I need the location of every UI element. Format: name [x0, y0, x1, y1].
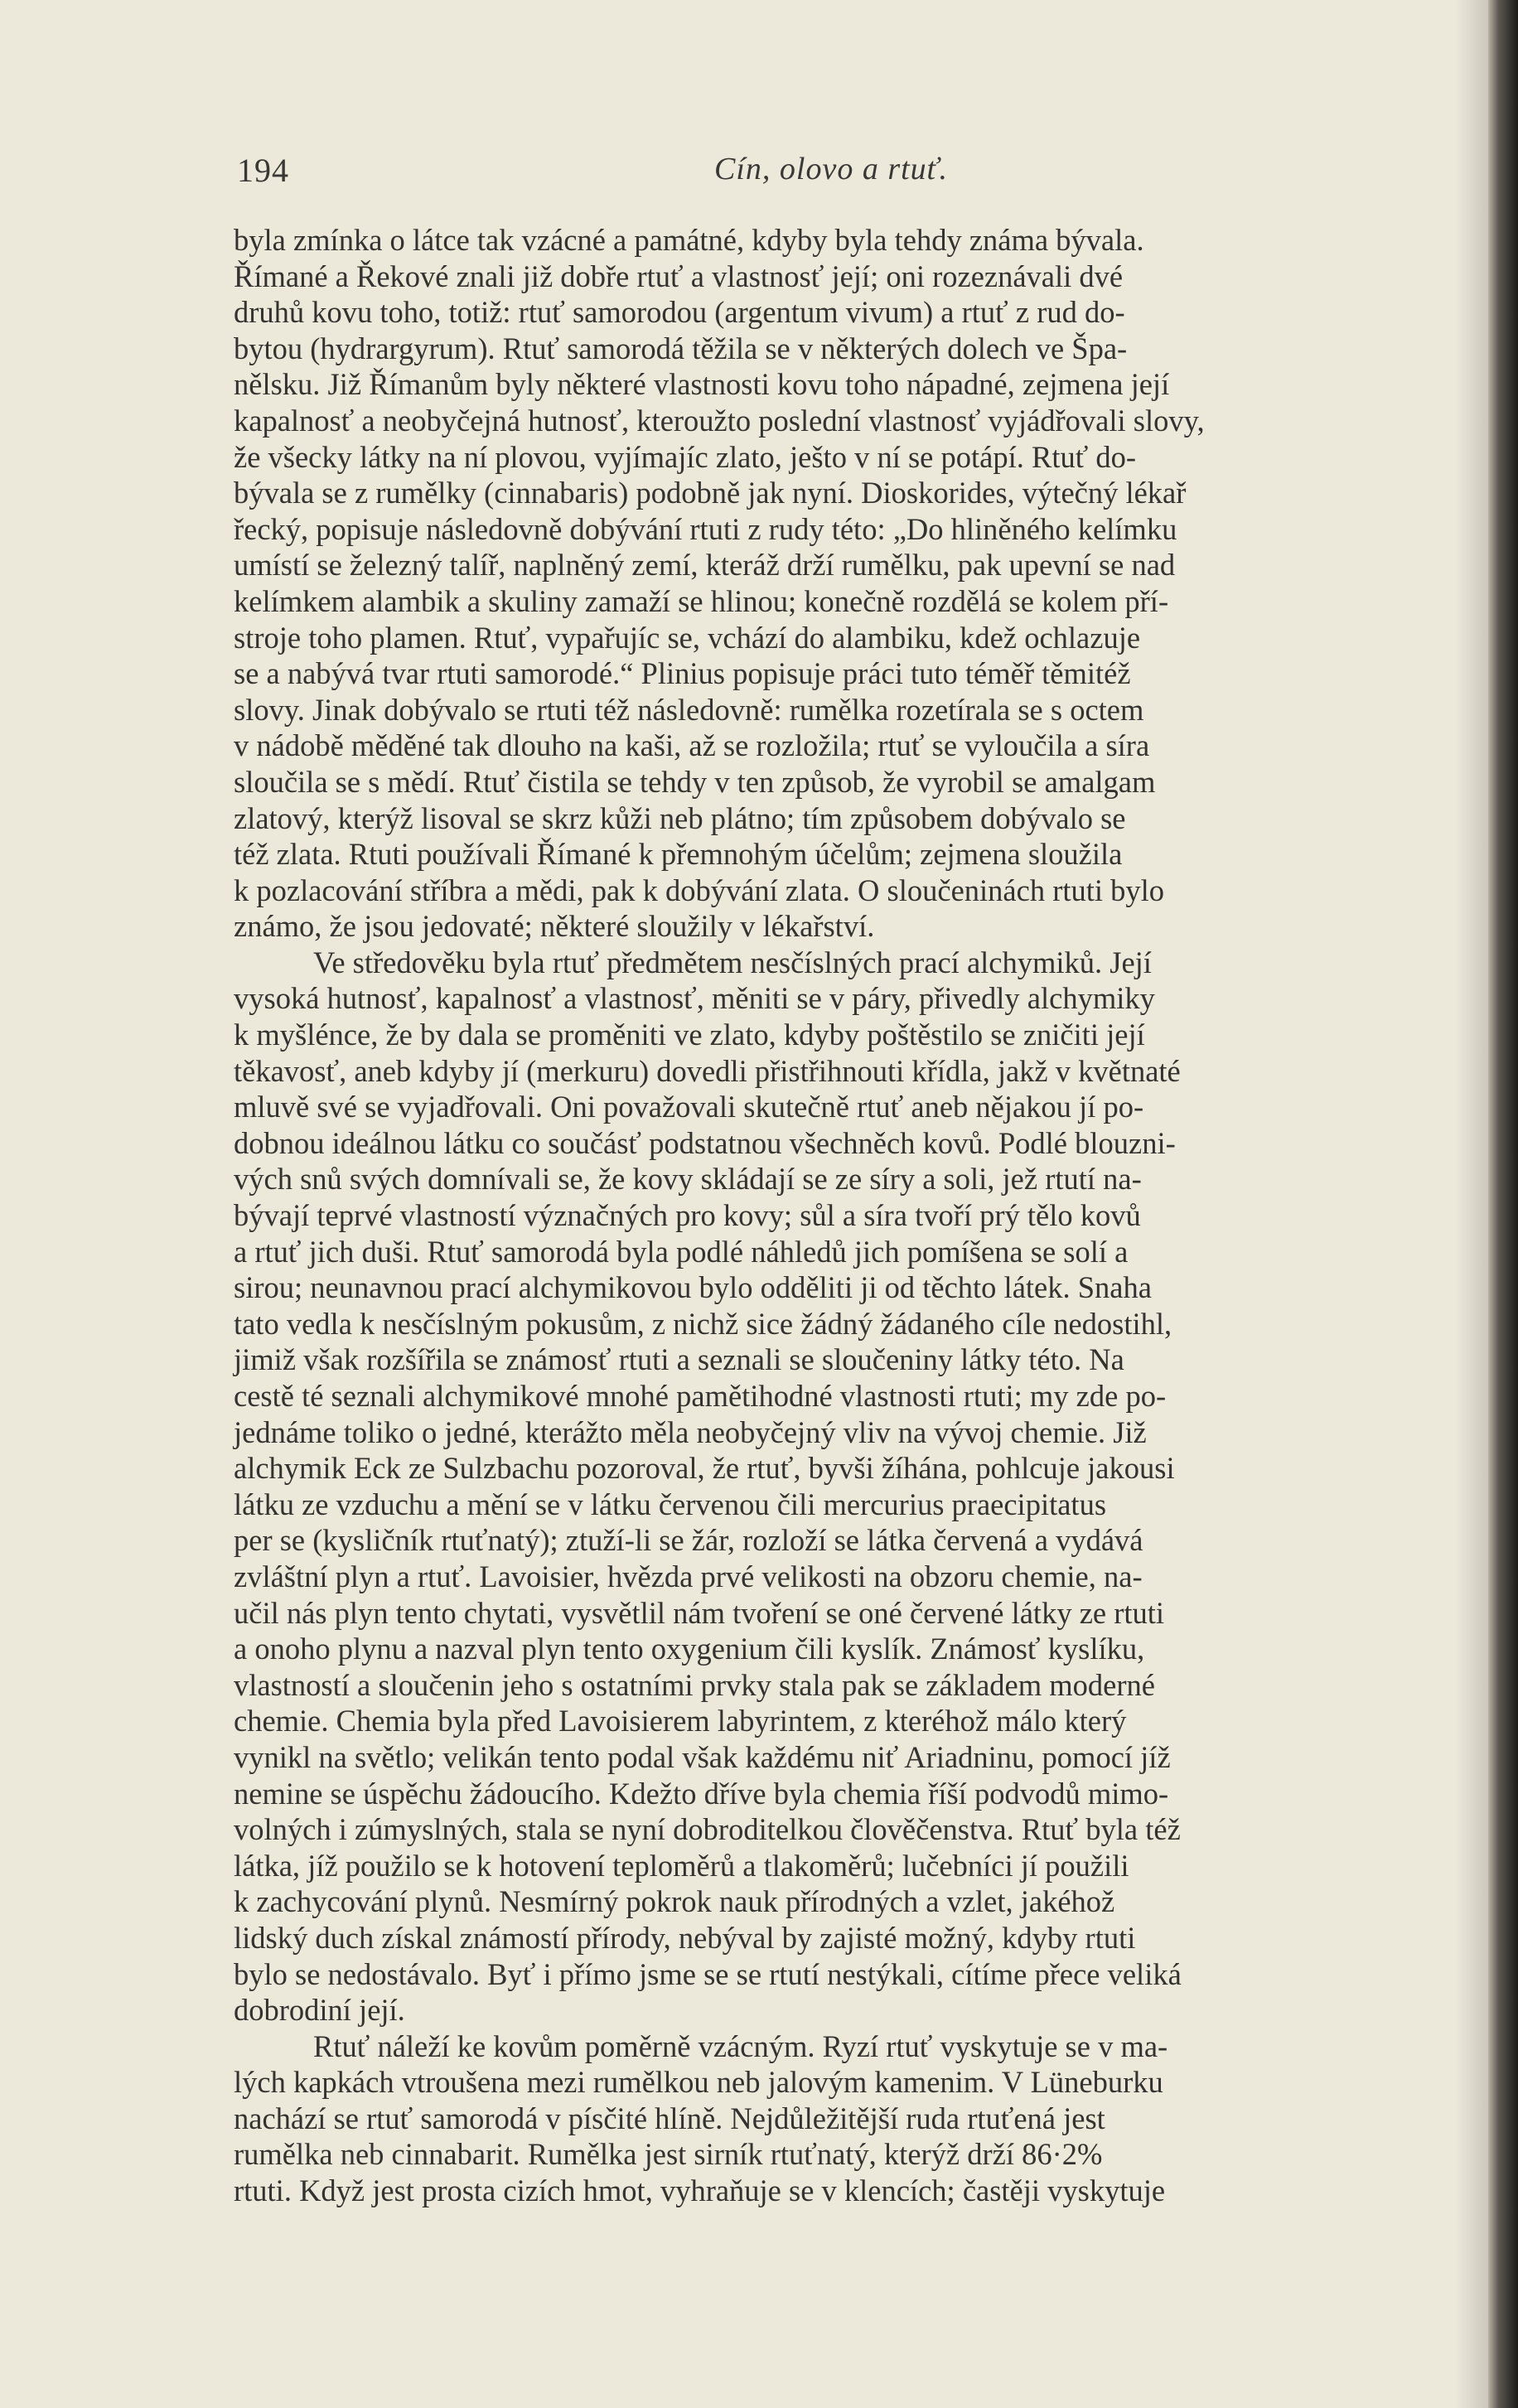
text-line-content: jimiž však rozšířila se známosť rtuti a seznali se sloučeniny látky této. Na: [234, 1342, 1124, 1377]
text-line-content: řecký, popisuje následovně dobývání rtuti z rudy této: „Do hliněného kelímku: [234, 511, 1177, 546]
text-line-content: též zlata. Rtuti používali Římané k přemnohým účelům; zejmena sloužila: [234, 837, 1123, 872]
text-line-content: nachází se rtuť samorodá v písčité hlíně. Nejdůležitější ruda rtuťená jest: [234, 2101, 1105, 2135]
text-line-content: se a nabývá tvar rtuti samorodé.“ Plinius popisuje práci tuto téměř těmitéž: [234, 656, 1131, 691]
text-line: [234, 1197, 1435, 1234]
text-line-content: mluvě své se vyjadřovali. Oni považovali skutečně rtuť aneb nějakou jí po-: [234, 1090, 1144, 1124]
text-line-content: lých kapkách vtroušena mezi rumělkou neb jalovým kamenim. V Lüneburku: [234, 2065, 1163, 2100]
text-line: [234, 2101, 1435, 2137]
text-line: [234, 836, 1435, 873]
text-line-content: chemie. Chemia byla před Lavoisierem labyrintem, z kteréhož málo který: [234, 1704, 1127, 1738]
text-line-content: zlatový, kterýž lisoval se skrz kůži neb plátno; tím způsobem dobývalo se: [234, 800, 1126, 835]
text-line: [234, 1703, 1435, 1739]
text-line-content: vynikl na světlo; velikán tento podal však každému niť Ariadninu, pomocí jíž: [234, 1739, 1171, 1774]
text-line-content: vých snů svých domnívali se, že kovy skládají se ze síry a soli, jež rtutí na-: [234, 1162, 1142, 1197]
text-line: [234, 800, 1435, 837]
text-line-content: byla zmínka o látce tak vzácné a památné, kdyby byla tehdy známa bývala.: [234, 223, 1144, 257]
text-line: [234, 294, 1435, 331]
book-spine-edge: [1488, 0, 1518, 2408]
text-line-content: Římané a Řekové znali již dobře rtuť a vlastnosť její; oni rozeznávali dvé: [234, 259, 1124, 293]
text-line: [234, 403, 1435, 439]
text-line-content: bylo se nedostávalo. Byť i přímo jsme se se rtutí nestýkali, cítíme přece veliká: [234, 1956, 1182, 1991]
text-line-content: Rtuť náleží ke kovům poměrně vzácným. Ryzí rtuť vyskytuje se v ma-: [313, 2028, 1168, 2063]
text-line: [234, 547, 1435, 583]
text-line: [234, 1378, 1435, 1414]
text-line: [234, 945, 1435, 981]
text-line: [234, 1125, 1435, 1162]
text-line: [234, 1739, 1435, 1776]
page-number: 194: [237, 152, 289, 189]
text-line: [234, 2173, 1435, 2209]
text-line-content: Ve středověku byla rtuť předmětem nesčíslných prací alchymiků. Její: [313, 945, 1152, 979]
text-line-content: volných i zúmyslných, stala se nyní dobroditelkou člověčenstva. Rtuť byla též: [234, 1812, 1181, 1847]
text-line-content: látka, jíž použilo se k hotovení teploměrů a tlakoměrů; lučebníci jí použili: [234, 1848, 1129, 1883]
text-line-content: těkavosť, aneb kdyby jí (merkuru) dovedli přistřihnouti křídla, jakž v květnaté: [234, 1053, 1181, 1088]
text-line-content: vysoká hutnosť, kapalnosť a vlastnosť, měniti se v páry, přivedly alchymiky: [234, 981, 1155, 1016]
text-line-content: bytou (hydrargyrum). Rtuť samorodá těžila se v některých dolech ve Špa-: [234, 331, 1128, 365]
text-line-content: vlastností a sloučenin jeho s ostatními prvky stala pak se základem moderné: [234, 1667, 1155, 1702]
text-line: [234, 475, 1435, 511]
text-line-content: bývají teprvé vlastností význačných pro kovy; sůl a síra tvoří prý tělo kovů: [234, 1198, 1141, 1233]
text-line-content: nělsku. Již Římanům byly některé vlastnosti kovu toho nápadné, zejmena její: [234, 367, 1170, 402]
text-line: [234, 873, 1435, 909]
text-line-content: druhů kovu toho, totiž: rtuť samorodou (argentum vivum) a rtuť z rud do-: [234, 295, 1125, 330]
text-line: [234, 1017, 1435, 1053]
text-line: [234, 222, 1435, 259]
text-line-content: známo, že jsou jedovaté; některé sloužily v lékařství.: [234, 909, 875, 944]
text-line-content: jednáme toliko o jedné, kterážto měla neobyčejný vliv na vývoj chemie. Již: [234, 1414, 1147, 1449]
text-line-content: slovy. Jinak dobývalo se rtuti též následovně: rumělka rozetírala se s octem: [234, 692, 1144, 727]
text-line-content: lidský duch získal známostí přírody, nebýval by zajisté možný, kdyby rtuti: [234, 1920, 1136, 1955]
text-line: [234, 1053, 1435, 1090]
text-line-content: tato vedla k nesčíslným pokusům, z nichž sice žádný žádaného cíle nedostihl,: [234, 1306, 1172, 1341]
text-line: [234, 1920, 1435, 1956]
text-line-content: a onoho plynu a nazval plyn tento oxygenium čili kyslík. Známosť kyslíku,: [234, 1632, 1145, 1666]
text-line: [234, 692, 1435, 728]
text-line-content: dobrodiní její.: [234, 1993, 405, 2028]
page-gutter-shadow: [1455, 0, 1488, 2408]
text-line-content: k myšlénce, že by dala se proměniti ve zlato, kdyby poštěstilo se zničiti její: [234, 1018, 1145, 1052]
text-line-content: zvláštní plyn a rtuť. Lavoisier, hvězda prvé velikosti na obzoru chemie, na-: [234, 1559, 1143, 1593]
text-line-content: sirou; neunavnou prací alchymikovou bylo odděliti ji od těchto látek. Snaha: [234, 1270, 1152, 1305]
text-line-content: dobnou ideálnou látku co součásť podstatnou všechněch kovů. Podlé blouzni-: [234, 1125, 1176, 1160]
body-text: [234, 222, 1435, 2209]
text-line-content: že všecky látky na ní plovou, vyjímajíc zlato, ješto v ní se potápí. Rtuť do-: [234, 439, 1137, 474]
text-line: [234, 1161, 1435, 1197]
text-line: [234, 1450, 1435, 1487]
text-line: [234, 1487, 1435, 1523]
text-line: [234, 1667, 1435, 1704]
page-header: [234, 151, 1435, 201]
text-line: [234, 439, 1435, 476]
text-line: [234, 583, 1435, 620]
text-line: [234, 1776, 1435, 1812]
text-line: [234, 1595, 1435, 1632]
text-line: [234, 1342, 1435, 1378]
text-line-content: stroje toho plamen. Rtuť, vypařujíc se, vchází do alambiku, kdež ochlazuje: [234, 620, 1141, 655]
text-line: [234, 1631, 1435, 1667]
text-line: [234, 1848, 1435, 1884]
text-line-content: nemine se úspěchu žádoucího. Kdežto dříve byla chemia říší podvodů mimo-: [234, 1776, 1169, 1811]
text-line: [234, 1414, 1435, 1451]
text-line-content: k pozlacování stříbra a mědi, pak k dobývání zlata. O sloučeninách rtuti bylo: [234, 873, 1165, 907]
text-line: [234, 1234, 1435, 1270]
text-line: [234, 1559, 1435, 1595]
text-line-content: látku ze vzduchu a mění se v látku červenou čili mercurius praecipitatus: [234, 1487, 1107, 1521]
text-line-content: k zachycování plynů. Nesmírný pokrok nauk přírodných a vzlet, jakéhož: [234, 1884, 1115, 1919]
text-line-content: v nádobě měděné tak dlouho na kaši, až se rozložila; rtuť se vyloučila a síra: [234, 728, 1150, 763]
text-line: [234, 764, 1435, 800]
text-line-content: umístí se železný talíř, naplněný zemí, kteráž drží rumělku, pak upevní se nad: [234, 548, 1176, 583]
text-line: [234, 1269, 1435, 1306]
text-line: [234, 908, 1435, 945]
text-line: [234, 331, 1435, 367]
text-line-content: alchymik Eck ze Sulzbachu pozoroval, že rtuť, byvši žíhána, pohlcuje jakousi: [234, 1451, 1175, 1486]
text-line: [234, 366, 1435, 403]
text-line: [234, 728, 1435, 764]
text-line: [234, 1089, 1435, 1125]
text-line: [234, 2064, 1435, 2101]
text-line: [234, 511, 1435, 548]
text-line: [234, 2028, 1435, 2065]
text-line: [234, 620, 1435, 656]
text-line-content: kelímkem alambik a skuliny zamaží se hlinou; konečně rozdělá se kolem pří-: [234, 583, 1169, 618]
text-line-content: rumělka neb cinnabarit. Rumělka jest sirník rtuťnatý, kterýž drží 86·2%: [234, 2137, 1103, 2172]
text-line: [234, 1992, 1435, 2028]
text-line-content: kapalnosť a neobyčejná hutnosť, kteroužto poslední vlastnosť vyjádřovali slovy,: [234, 403, 1205, 438]
text-line-content: a rtuť jich duši. Rtuť samorodá byla podlé náhledů jich pomíšena se solí a: [234, 1234, 1129, 1269]
text-line-content: sloučila se s mědí. Rtuť čistila se tehdy v ten způsob, že vyrobil se amalgam: [234, 764, 1156, 799]
text-line-content: bývala se z rumělky (cinnabaris) podobně jak nyní. Dioskorides, výtečný lékař: [234, 476, 1187, 510]
text-line: [234, 1883, 1435, 1920]
text-line: [234, 980, 1435, 1017]
text-line-content: cestě té seznali alchymikové mnohé pamětihodné vlastnosti rtuti; my zde po-: [234, 1379, 1167, 1413]
text-line-content: učil nás plyn tento chytati, vysvětlil nám tvoření se oné červené látky ze rtuti: [234, 1595, 1165, 1630]
text-line: [234, 1811, 1435, 1848]
running-title: Cín, olovo a rtuť.: [714, 152, 948, 186]
text-line-content: rtuti. Když jest prosta cizích hmot, vyhraňuje se v klencích; častěji vyskytuje: [234, 2173, 1166, 2208]
text-line-content: per se (kysličník rtuťnatý); ztuží-li se žár, rozloží se látka červená a vydává: [234, 1523, 1143, 1558]
text-line: [234, 2136, 1435, 2173]
text-line: [234, 655, 1435, 692]
text-line: [234, 1522, 1435, 1559]
text-line: [234, 259, 1435, 295]
text-line: [234, 1306, 1435, 1342]
text-line: [234, 1956, 1435, 1993]
